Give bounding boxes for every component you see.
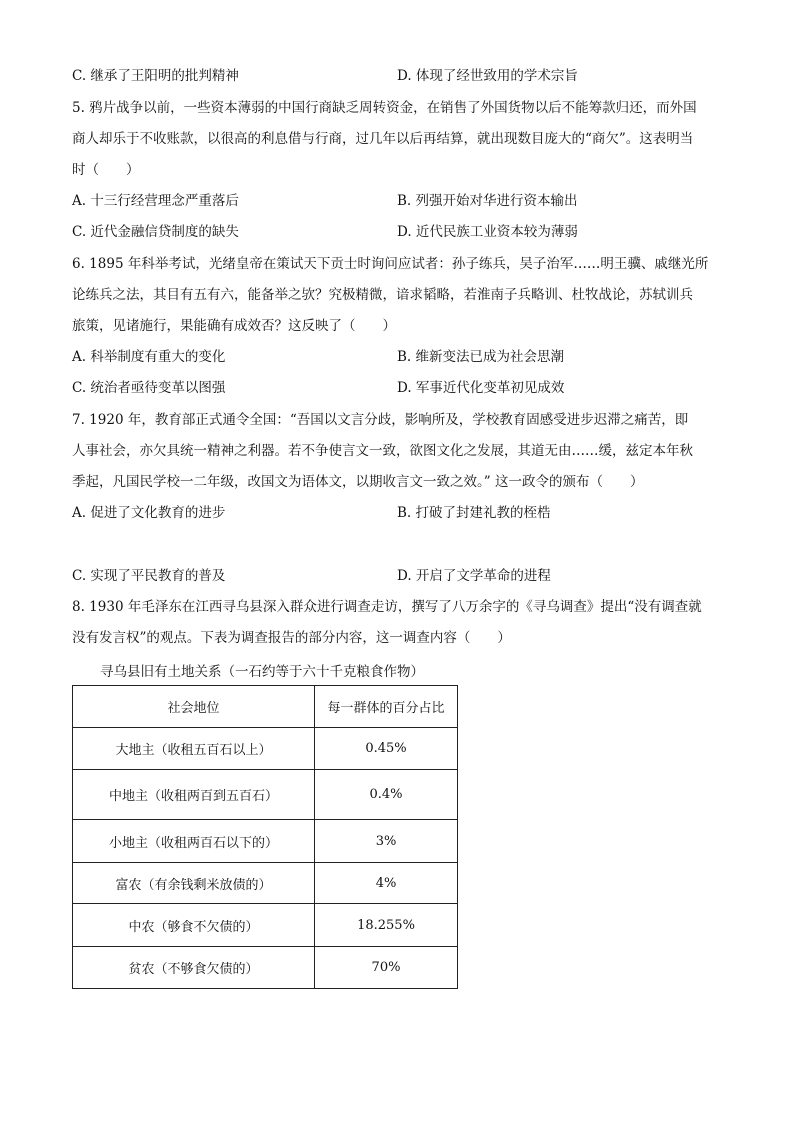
q7-stem-line3: 季起，凡国民学校一二年级，改国文为语体文，以期收言文一致之效。” 这一政令的颁布（ ） <box>72 474 644 490</box>
table-cell: 0.45% <box>315 728 458 770</box>
table-row <box>73 947 458 989</box>
table-cell: 3% <box>315 820 458 863</box>
q7-stem-line2: 人事社会，亦欠具统一精神之利器。若不争使言文一致，欲图文化之发展，其道无由……缓，兹定本年秋 <box>72 443 693 459</box>
q7-option-a: A. 促进了文化教育的进步 <box>72 505 226 521</box>
land-relations-table <box>72 685 458 989</box>
q5-option-b: B. 列强开始对华进行资本输出 <box>397 193 578 209</box>
table-cell: 小地主（收租两百石以下的） <box>73 820 315 863</box>
table-row <box>73 863 458 904</box>
table-cell: 中农（够食不欠债的） <box>73 904 315 947</box>
table-cell: 4% <box>315 863 458 904</box>
q6-option-a: A. 科举制度有重大的变化 <box>72 349 226 365</box>
q5-option-c: C. 近代金融信贷制度的缺失 <box>72 224 239 240</box>
q5-stem-line3: 时（ ） <box>72 162 140 178</box>
table-header-cell: 每一群体的百分占比 <box>315 686 458 728</box>
q4-option-c: C. 继承了王阳明的批判精神 <box>72 68 239 84</box>
table-header-cell: 社会地位 <box>73 686 315 728</box>
table-cell: 中地主（收租两百到五百石） <box>73 770 315 820</box>
q8-stem-line2: 没有发言权”的观点。下表为调查报告的部分内容，这一调查内容（ ） <box>72 630 511 646</box>
q5-stem-line2: 商人却乐于不收账款，以很高的利息借与行商，过几年以后再结算，就出现数目庞大的“商欠”。这表明当 <box>72 131 694 147</box>
table-row <box>73 904 458 947</box>
table-row <box>73 770 458 820</box>
table-cell: 贫农（不够食欠债的） <box>73 947 315 989</box>
q5-option-a: A. 十三行经营理念严重落后 <box>72 193 239 209</box>
q5-stem-line1: 5. 鸦片战争以前，一些资本薄弱的中国行商缺乏周转资金，在销售了外国货物以后不能筹款归还，而外国 <box>72 100 697 116</box>
table-cell: 70% <box>315 947 458 989</box>
q6-stem-line3: 旅策，见诸施行，果能确有成效否？这反映了（ ） <box>72 318 396 334</box>
table-cell: 大地主（收租五百石以上） <box>73 728 315 770</box>
q5-option-d: D. 近代民族工业资本较为薄弱 <box>397 224 578 240</box>
table-cell: 0.4% <box>315 770 458 820</box>
q6-option-d: D. 军事近代化变革初见成效 <box>397 380 565 396</box>
table-header-row <box>73 686 458 728</box>
table-row <box>73 820 458 863</box>
q4-option-d: D. 体现了经世致用的学术宗旨 <box>397 68 578 84</box>
q7-option-c: C. 实现了平民教育的普及 <box>72 568 226 584</box>
q6-option-c: C. 统治者亟待变革以图强 <box>72 380 226 396</box>
table-cell: 富农（有余钱剩米放债的） <box>73 863 315 904</box>
table-caption: 寻乌县旧有土地关系（一石约等于六十千克粮食作物） <box>100 664 424 680</box>
q7-option-d: D. 开启了文学革命的进程 <box>397 568 551 584</box>
q6-stem-line2: 论练兵之法，其目有五有六，能备举之欤？究极精微，谙求韬略，若淮南子兵略训、杜牧战论，苏轼训兵 <box>72 287 693 303</box>
q6-stem-line1: 6. 1895 年科举考试，光绪皇帝在策试天下贡士时询问应试者：孙子练兵，吴子治军……明王骥、戚继光所 <box>72 256 709 272</box>
table-cell: 18.255% <box>315 904 458 947</box>
q7-stem-line1: 7. 1920 年，教育部正式通令全国：“吾国以文言分歧，影响所及，学校教育固感受进步迟滞之痛苦，即 <box>72 412 689 428</box>
table-row <box>73 728 458 770</box>
q7-option-b: B. 打破了封建礼教的桎梏 <box>397 505 551 521</box>
q6-option-b: B. 维新变法已成为社会思潮 <box>397 349 565 365</box>
q8-stem-line1: 8. 1930 年毛泽东在江西寻乌县深入群众进行调查走访，撰写了八万余字的《寻乌调查》提出“没有调查就 <box>72 599 702 615</box>
